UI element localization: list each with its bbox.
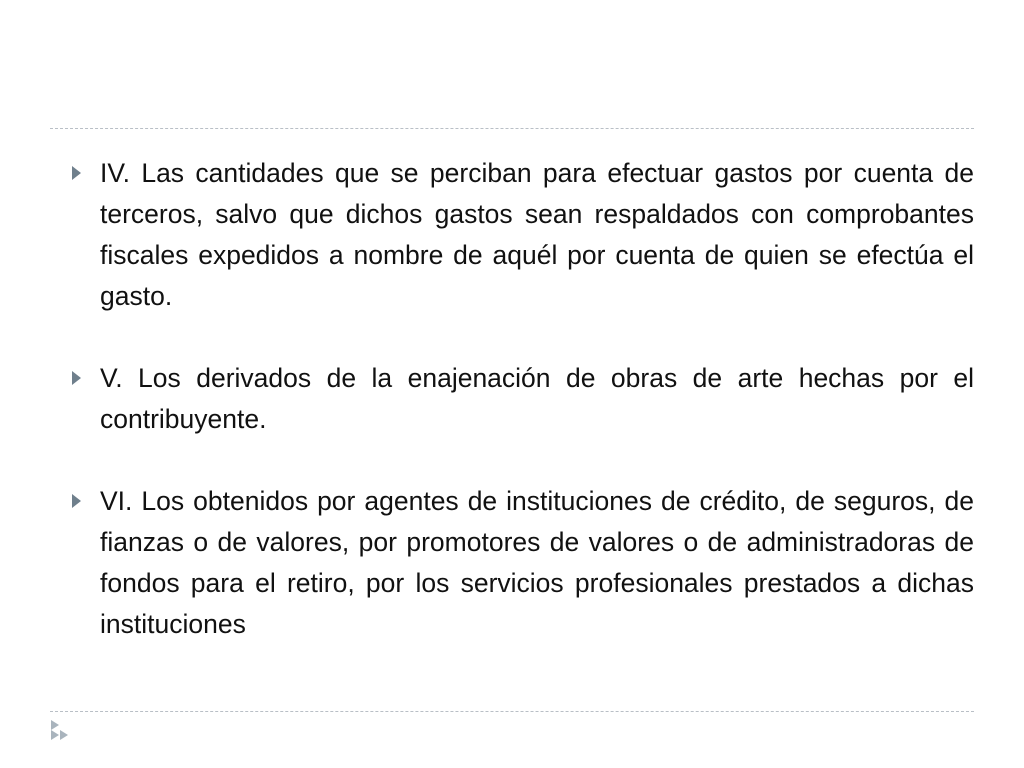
triangle-bullet-icon <box>72 166 81 180</box>
triangle-bullet-icon <box>72 371 81 385</box>
bullet-item-iv <box>58 153 974 317</box>
bullet-text: VI. Los obtenidos por agentes de instituciones de crédito, de seguros, de fianzas o de valores, por promotores de valores o de administradoras de fondos para el retiro, por los servicios profesionales prestados a dichas instituciones <box>100 486 974 639</box>
bullet-list <box>58 153 974 645</box>
triangle-bullet-icon <box>72 494 81 508</box>
bullet-item-v <box>58 358 974 440</box>
bullet-text: IV. Las cantidades que se perciban para efectuar gastos por cuenta de terceros, salvo que dichos gastos sean respaldados con comprobantes fiscales expedidos a nombre de aquél por cuenta de quien se efectúa el gasto. <box>100 158 974 311</box>
slide-nav-arrows-icon[interactable] <box>50 719 70 741</box>
bullet-text: V. Los derivados de la enajenación de obras de arte hechas por el contribuyente. <box>100 363 974 434</box>
nav-arrow-top-icon <box>51 720 59 730</box>
bottom-divider <box>50 711 974 712</box>
bullet-item-vi <box>58 481 974 645</box>
top-divider <box>50 128 974 129</box>
nav-arrow-bottom-right-icon <box>60 730 68 740</box>
nav-arrow-bottom-left-icon <box>51 730 59 740</box>
